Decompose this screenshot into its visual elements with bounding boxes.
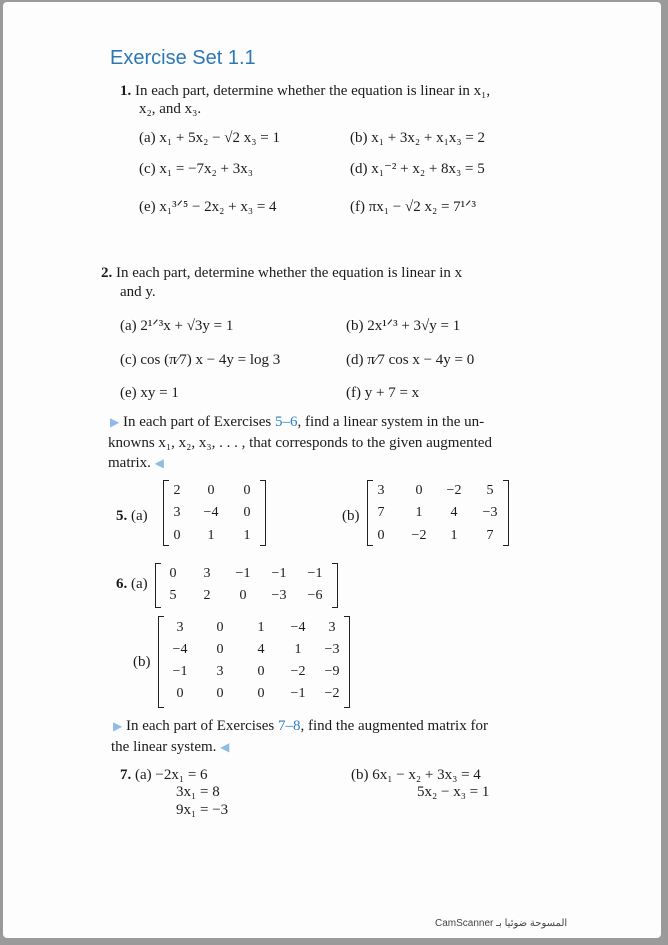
matrix-entry: −3 [482, 505, 498, 520]
ex2-line2: and y. [120, 284, 156, 300]
matrix-entry: −2 [290, 664, 306, 679]
matrix-entry: 3 [173, 505, 181, 520]
matrix-entry: −1 [290, 686, 306, 701]
matrix-entry: −6 [307, 588, 323, 603]
matrix-entry: 1 [415, 505, 423, 520]
camscanner-watermark: CamScanner المسوحة ضوئيا بـ [435, 918, 568, 929]
ex5-label: 5. (a) [116, 508, 148, 524]
ex2-number: 2. [101, 265, 113, 281]
ex5-matrix-a [163, 480, 266, 546]
ex1-part-e: (e) x₁³ᐟ⁵ − 2x₂ + x₃ = 4 [139, 199, 277, 215]
matrix-entry: 0 [243, 505, 251, 520]
instr56-line3: matrix. ◀ [108, 455, 164, 471]
matrix-entry: 0 [216, 686, 224, 701]
triangle-right-icon: ▶ [110, 415, 120, 429]
matrix-entry: −9 [324, 664, 340, 679]
matrix-entry: 0 [169, 566, 177, 581]
matrix-entry: 0 [173, 528, 181, 543]
ex5-matrix-b [367, 480, 509, 546]
matrix-entry: 1 [207, 528, 215, 543]
matrix-entry: −2 [324, 686, 340, 701]
matrix-entry: −2 [446, 483, 462, 498]
ex1-part-c: (c) x₁ = −7x₂ + 3x₃ [139, 161, 253, 177]
matrix-entry: 5 [486, 483, 494, 498]
ex6-matrix-a [155, 563, 338, 608]
exercise-link-5-6[interactable]: 5–6 [275, 414, 298, 430]
matrix-entry: 2 [173, 483, 181, 498]
ex5-b-label: (b) [342, 508, 360, 524]
ex1-part-a: (a) x₁ + 5x₂ − √2 x₃ = 1 [139, 130, 280, 146]
matrix-entry: 3 [176, 620, 184, 635]
matrix-entry: 1 [294, 642, 302, 657]
matrix-entry: 4 [257, 642, 265, 657]
document-page [3, 2, 661, 938]
matrix-entry: 0 [257, 686, 265, 701]
ex2-line1 [101, 264, 462, 282]
ex2-part-a: (a) 2¹ᐟ³x + √3y = 1 [120, 318, 234, 334]
ex1-line2: x₂, and x₃. [139, 101, 202, 117]
matrix-entry: 0 [216, 620, 224, 635]
matrix-entry: −4 [203, 505, 219, 520]
triangle-left-icon: ◀ [220, 740, 230, 754]
matrix-entry: −4 [172, 642, 188, 657]
ex7-a-line3: 9x₁ = −3 [176, 802, 229, 818]
ex1-part-f: (f) πx₁ − √2 x₂ = 7¹ᐟ³ [350, 199, 477, 215]
ex1-text: In each part, determine whether the equation is linear in x₁, [135, 83, 491, 99]
ex6-b-label: (b) [133, 654, 151, 670]
matrix-entry: 2 [203, 588, 211, 603]
exercise-link-7-8[interactable]: 7–8 [278, 718, 301, 734]
matrix-entry: 4 [450, 505, 458, 520]
matrix-entry: 0 [176, 686, 184, 701]
matrix-entry: 0 [239, 588, 247, 603]
matrix-entry: 1 [243, 528, 251, 543]
matrix-entry: −1 [235, 566, 251, 581]
matrix-entry: 7 [377, 505, 385, 520]
instr78-line2: the linear system. ◀ [111, 739, 230, 755]
ex7-a-line1: 7. (a) −2x₁ = 6 [120, 767, 208, 783]
matrix-entry: 0 [216, 642, 224, 657]
exercise-set-title: Exercise Set 1.1 [110, 47, 256, 69]
ex2-part-b: (b) 2x¹ᐟ³ + 3√y = 1 [346, 318, 461, 334]
matrix-entry: 0 [243, 483, 251, 498]
ex6-matrix-b [158, 616, 350, 708]
matrix-entry: 7 [486, 528, 494, 543]
matrix-entry: 3 [377, 483, 385, 498]
ex1-part-b: (b) x₁ + 3x₂ + x₁x₃ = 2 [350, 130, 486, 146]
matrix-entry: 3 [216, 664, 224, 679]
matrix-entry: 1 [450, 528, 458, 543]
ex6-label: 6. (a) [116, 576, 148, 592]
matrix-entry: 0 [415, 483, 423, 498]
matrix-entry: 5 [169, 588, 177, 603]
ex2-part-f: (f) y + 7 = x [346, 385, 420, 401]
matrix-entry: 1 [257, 620, 265, 635]
ex1-number: 1. [120, 83, 132, 99]
matrix-entry: −2 [411, 528, 427, 543]
ex1-part-d: (d) x₁⁻² + x₂ + 8x₃ = 5 [350, 161, 485, 177]
matrix-entry: −3 [324, 642, 340, 657]
matrix-entry: 0 [257, 664, 265, 679]
matrix-entry: −4 [290, 620, 306, 635]
matrix-entry: 3 [328, 620, 336, 635]
matrix-entry: −1 [307, 566, 323, 581]
ex7-b-line2: 5x₂ − x₃ = 1 [417, 784, 490, 800]
matrix-entry: 0 [377, 528, 385, 543]
matrix-entry: 0 [207, 483, 215, 498]
triangle-left-icon: ◀ [154, 456, 164, 470]
matrix-entry: −1 [172, 664, 188, 679]
instr78-line1: ▶ In each part of Exercises 7–8, find the augmented matrix for [113, 718, 488, 734]
instr56-line1: ▶ In each part of Exercises 5–6, find a linear system in the un- [110, 414, 485, 430]
triangle-right-icon: ▶ [113, 719, 123, 733]
ex2-part-c: (c) cos (π⁄7) x − 4y = log 3 [120, 352, 281, 368]
matrix-entry: 3 [203, 566, 211, 581]
ex7-a-line2: 3x₁ = 8 [176, 784, 220, 800]
matrix-entry: −1 [271, 566, 287, 581]
matrix-entry: −3 [271, 588, 287, 603]
instr56-line2: knowns x₁, x₂, x₃, . . . , that corresponds to the given augmented [108, 435, 492, 451]
ex2-part-d: (d) π⁄7 cos x − 4y = 0 [346, 352, 475, 368]
ex7-b-line1: (b) 6x₁ − x₂ + 3x₃ = 4 [351, 767, 481, 783]
ex1-line1 [120, 82, 490, 100]
ex2-part-e: (e) xy = 1 [120, 385, 179, 401]
ex2-text: In each part, determine whether the equation is linear in x [116, 265, 463, 281]
